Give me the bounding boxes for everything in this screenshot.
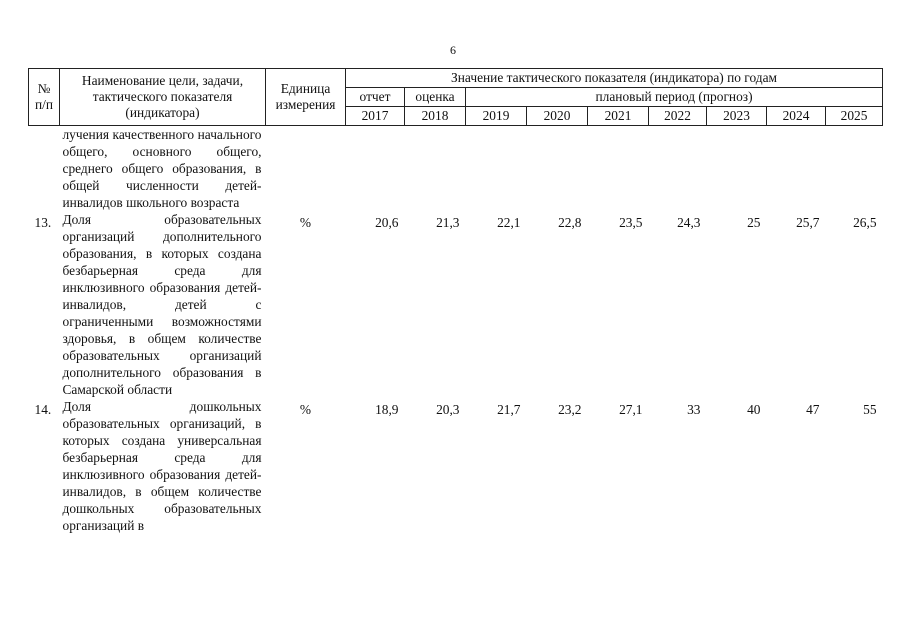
value-cell: 21,7 — [497, 402, 521, 417]
header-year: 2025 — [826, 107, 883, 126]
header-report: отчет — [346, 88, 405, 107]
value-cell: 25,7 — [796, 215, 820, 230]
value-cell: 47 — [806, 402, 820, 417]
value-cell: 20,6 — [375, 215, 399, 230]
header-unit: Единица измерения — [266, 69, 346, 126]
header-year: 2020 — [527, 107, 588, 126]
header-name: Наименование цели, задачи, тактического показателя (индикатора) — [60, 69, 266, 126]
header-year: 2024 — [767, 107, 826, 126]
table-header — [29, 69, 883, 126]
value-cell: 21,3 — [436, 215, 460, 230]
header-number: № п/п — [29, 69, 60, 126]
value-cell: 22,8 — [558, 215, 582, 230]
indicator-name: Доля дошкольных образовательных организаций, в которых создана универсальная безбарьерная среда для инклюзивного образования детей-инвалидов, в общем количестве дошкольных образовательных организаций в — [62, 399, 262, 533]
unit-cell: % — [299, 402, 312, 417]
value-cell: 40 — [747, 402, 761, 417]
page-number: 6 — [450, 43, 456, 57]
value-cell: 20,3 — [436, 402, 460, 417]
value-cell: 26,5 — [853, 215, 877, 230]
header-plan: плановый период (прогноз) — [466, 88, 883, 107]
indicators-table — [28, 68, 883, 534]
row-number: 14. — [34, 402, 52, 417]
header-year: 2018 — [405, 107, 466, 126]
table-row — [29, 398, 883, 534]
value-cell: 22,1 — [497, 215, 521, 230]
value-cell: 25 — [747, 215, 761, 230]
header-estimate: оценка — [405, 88, 466, 107]
value-cell: 23,5 — [619, 215, 643, 230]
value-cell: 27,1 — [619, 402, 643, 417]
indicator-name-continuation: лучения качественного начального общего, основного общего, среднего общего образования, в общей численности детей-инвалидов школьного возраста — [62, 127, 262, 210]
value-cell: 24,3 — [677, 215, 701, 230]
header-year: 2022 — [649, 107, 707, 126]
header-year: 2023 — [707, 107, 767, 126]
indicator-name: Доля образовательных организаций дополнительного образования, в которых создана безбарьерная среда для инклюзивного образования детей-инвалидов, детей с ограниченными возможностями здоровья, в общем количестве образовательных организаций дополнительного образования в Самарской области — [62, 212, 262, 397]
value-cell: 33 — [687, 402, 701, 417]
table-row-continuation — [29, 126, 883, 212]
value-cell: 55 — [863, 402, 877, 417]
header-year: 2019 — [466, 107, 527, 126]
header-year: 2017 — [346, 107, 405, 126]
value-cell: 18,9 — [375, 402, 399, 417]
header-year: 2021 — [588, 107, 649, 126]
table-row — [29, 211, 883, 398]
unit-cell: % — [299, 215, 312, 230]
row-number: 13. — [34, 215, 52, 230]
header-values: Значение тактического показателя (индикатора) по годам — [346, 69, 883, 88]
value-cell: 23,2 — [558, 402, 582, 417]
